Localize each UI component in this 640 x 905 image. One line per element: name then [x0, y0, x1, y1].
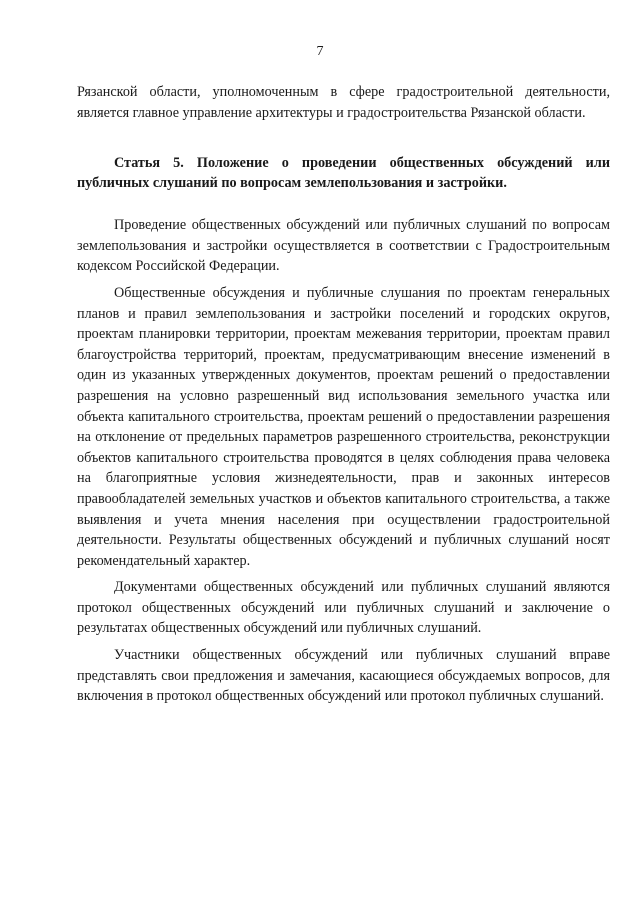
document-body: [77, 82, 610, 707]
paragraph-4: Участники общественных обсуждений или публичных слушаний вправе представлять свои предложения и замечания, касающиеся обсуждаемых вопросов, для включения в протокол общественных обсуждений или протокол публичных слушаний.: [77, 647, 610, 705]
page-number: 7: [316, 44, 324, 59]
paragraph-1: Проведение общественных обсуждений или публичных слушаний по вопросам землепользования и застройки осуществляется в соответствии с Градостроительным кодексом Российской Федерации.: [77, 217, 610, 275]
paragraph-3: Документами общественных обсуждений или публичных слушаний являются протокол общественных обсуждений или публичных слушаний и заключение о результатах общественных обсуждений или публичных слушаний.: [77, 579, 610, 637]
intro-paragraph: Рязанской области, уполномоченным в сфере градостроительной деятельности, является главное управление архитектуры и градостроительства Рязанской области.: [77, 84, 610, 121]
paragraph-2: Общественные обсуждения и публичные слушания по проектам генеральных планов и правил землепользования и застройки поселений и городских округов, проектам планировки территории, проектам межевания территории, проектам правил благоустройства территорий, проектам, предусматривающим внесение изменений в один из указанных утвержденных документов, проектам решений о предоставлении разрешения на условно разрешенный вид использования земельного участка или объекта капитального строительства, проектам решений о предоставлении разрешения на отклонение от предельных параметров разрешенного строительства, реконструкции объектов капитального строительства проводятся в целях соблюдения права человека на благоприятные условия жизнедеятельности, прав и законных интересов правообладателей земельных участков и объектов капитального строительства, а также выявления и учета мнения населения при осуществлении градостроительной деятельности. Результаты общественных обсуждений и публичных слушаний носят рекомендательный характер.: [77, 284, 610, 569]
article-heading: Статья 5. Положение о проведении общественных обсуждений или публичных слушаний по вопросам землепользования и застройки.: [77, 155, 610, 192]
